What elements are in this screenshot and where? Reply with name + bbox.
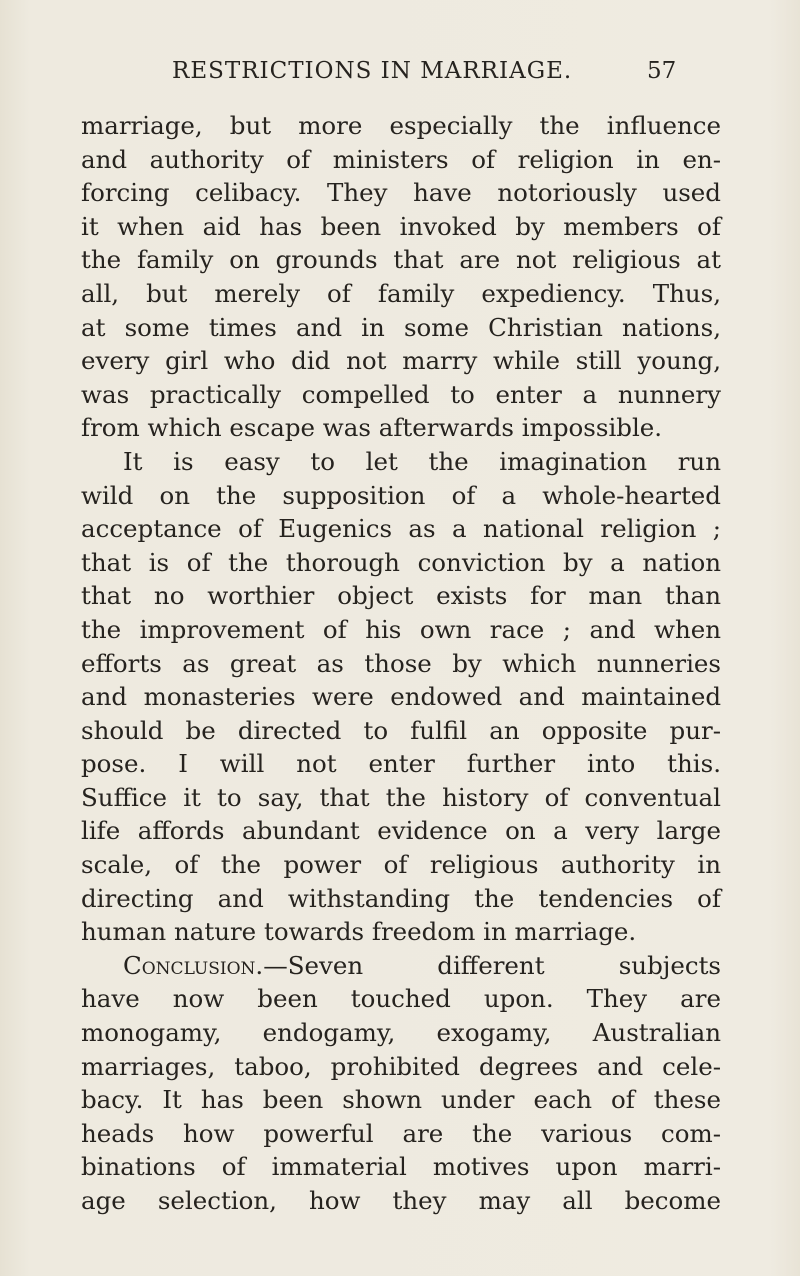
text-line: pose. I will not enter further into this. — [81, 749, 721, 779]
text-line: and authority of ministers of religion in en- — [81, 144, 721, 174]
running-head: RESTRICTIONS IN MARRIAGE. — [172, 58, 573, 84]
text-line: monogamy, endogamy, exogamy, Australian — [81, 1018, 721, 1048]
paragraph-start-line: It is easy to let the imagination run — [123, 446, 721, 476]
text-line: all, but merely of family expediency. Thus, — [81, 278, 721, 308]
page-number: 57 — [647, 58, 677, 84]
text-line: the family on grounds that are not religious at — [81, 245, 721, 275]
text-line: efforts as great as those by which nunneries — [81, 648, 721, 678]
text-line: and monasteries were endowed and maintained — [81, 682, 721, 712]
text-line: Suffice it to say, that the history of conventual — [81, 782, 721, 812]
text-line: the improvement of his own race ; and when — [81, 614, 721, 644]
section-lead-text: —Seven different subjects — [263, 950, 721, 980]
text-line: have now been touched upon. They are — [81, 984, 721, 1014]
text-line: that no worthier object exists for man than — [81, 581, 721, 611]
text-line: heads how powerful are the various com- — [81, 1118, 721, 1148]
text-line: that is of the thorough conviction by a nation — [81, 547, 721, 577]
text-line: marriage, but more especially the influence — [81, 111, 721, 140]
page-header — [0, 58, 800, 92]
text-line: scale, of the power of religious authority in — [81, 850, 721, 880]
text-line: human nature towards freedom in marriage. — [81, 917, 637, 947]
text-line: bacy. It has been shown under each of these — [81, 1085, 721, 1115]
text-line: every girl who did not marry while still young, — [81, 346, 721, 376]
text-line: it when aid has been invoked by members of — [81, 211, 721, 241]
text-line: from which escape was afterwards impossible. — [81, 413, 663, 443]
text-line: should be directed to fulfil an opposite pur- — [81, 715, 721, 745]
text-line: wild on the supposition of a whole-hearted — [81, 480, 721, 510]
text-line: life affords abundant evidence on a very large — [81, 816, 721, 846]
text-line: acceptance of Eugenics as a national religion ; — [81, 514, 721, 544]
text-line: was practically compelled to enter a nunnery — [81, 379, 721, 409]
text-line: at some times and in some Christian nations, — [81, 312, 721, 342]
text-line: directing and withstanding the tendencies of — [81, 883, 721, 913]
section-lead: Conclusion. — [123, 950, 264, 980]
body-text — [81, 109, 721, 1218]
text-line: forcing celibacy. They have notoriously used — [81, 178, 721, 208]
text-line: age selection, how they may all become — [81, 1186, 721, 1215]
text-line: binations of immaterial motives upon marri- — [81, 1152, 721, 1182]
paragraph-start-line — [81, 949, 721, 983]
text-line: marriages, taboo, prohibited degrees and cele- — [81, 1051, 721, 1081]
